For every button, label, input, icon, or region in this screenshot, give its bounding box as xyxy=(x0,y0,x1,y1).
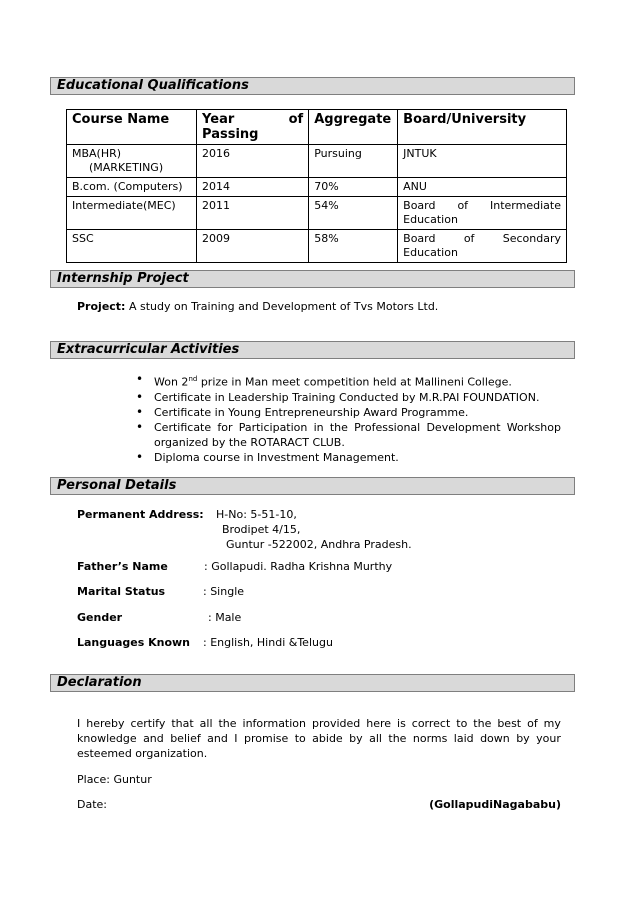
course-cell xyxy=(67,145,197,178)
declaration-word: norms xyxy=(412,732,448,745)
declaration-word: best xyxy=(497,717,522,730)
project-label: Project: xyxy=(77,300,126,313)
marital-value: : Single xyxy=(203,585,245,598)
course-cell: Intermediate(MEC) xyxy=(67,197,197,230)
year-header-word1: Year xyxy=(202,112,235,127)
project-text: A study on Training and Development of Tvs Motors Ltd. xyxy=(125,300,439,313)
column-header-year xyxy=(197,110,309,145)
aggregate-cell: 58% xyxy=(309,230,398,263)
column-header-board: Board/University xyxy=(398,110,567,145)
activity-line2: organized by the ROTARACT CLUB. xyxy=(154,435,345,449)
course-cell: B.com. (Computers) xyxy=(67,178,197,197)
declaration-word: to xyxy=(294,732,306,745)
list-item: • Certificate in Leadership Training Conducted by M.R.PAI FOUNDATION. xyxy=(136,390,561,405)
father-label: Father’s Name xyxy=(77,560,168,573)
course-cell: SSC xyxy=(67,230,197,263)
declaration-word: knowledge xyxy=(77,732,137,745)
aggregate-cell: Pursuing xyxy=(309,145,398,178)
declaration-line1 xyxy=(77,716,561,731)
declaration-word: provided xyxy=(311,717,361,730)
declaration-word: the xyxy=(388,732,407,745)
declaration-word: I xyxy=(77,717,81,730)
table-row xyxy=(67,145,567,178)
declaration-word: by xyxy=(516,732,530,745)
table-row xyxy=(67,197,567,230)
year-cell: 2011 xyxy=(197,197,309,230)
declaration-word: that xyxy=(171,717,194,730)
course-name-line2: (MARKETING) xyxy=(89,161,164,174)
board-word: of xyxy=(457,199,469,212)
declaration-word: here xyxy=(366,717,392,730)
table-row xyxy=(67,230,567,263)
declaration-word: by xyxy=(349,732,363,745)
board-word: Intermediate xyxy=(490,199,561,212)
declaration-word: down xyxy=(480,732,510,745)
board-cell: JNTUK xyxy=(398,145,567,178)
board-word: Board xyxy=(403,199,436,212)
declaration-word: certify xyxy=(130,717,166,730)
father-value: : Gollapudi. Radha Krishna Murthy xyxy=(204,560,393,573)
activity-text: prize in Man meet competition held at Mallineni College. xyxy=(197,375,512,389)
address-line2: Brodipet 4/15, xyxy=(222,523,301,536)
date-label: Date: xyxy=(77,798,107,811)
board-word: Board xyxy=(403,232,436,245)
list-item: • Certificate in Young Entrepreneurship Award Programme. xyxy=(136,405,561,420)
board-line2: Education xyxy=(403,213,458,226)
aggregate-cell: 54% xyxy=(309,197,398,230)
declaration-word: laid xyxy=(453,732,474,745)
section-header-declaration: Declaration xyxy=(50,674,575,692)
declaration-word: all xyxy=(199,717,213,730)
address-label: Permanent Address: xyxy=(77,508,204,521)
declaration-word: is xyxy=(397,717,406,730)
signature-name: (GollapudiNagababu) xyxy=(429,798,561,811)
declaration-word: the xyxy=(218,717,237,730)
declaration-text xyxy=(77,716,561,761)
course-name-line1: MBA(HR) xyxy=(72,147,122,160)
year-cell: 2009 xyxy=(197,230,309,263)
declaration-word: to xyxy=(456,717,468,730)
board-cell xyxy=(398,230,567,263)
year-header-word2: of xyxy=(288,112,304,127)
table-row xyxy=(67,178,567,197)
year-header-line2: Passing xyxy=(202,127,259,142)
declaration-word: and xyxy=(143,732,164,745)
declaration-line3: esteemed organization. xyxy=(77,747,208,760)
board-cell xyxy=(398,197,567,230)
activities-list xyxy=(136,372,561,465)
year-cell: 2016 xyxy=(197,145,309,178)
section-header-personal: Personal Details xyxy=(50,477,575,495)
list-item: • Diploma course in Investment Management. xyxy=(136,450,561,465)
marital-label: Marital Status xyxy=(77,585,166,598)
board-word: of xyxy=(463,232,475,245)
gender-label: Gender xyxy=(77,611,123,624)
column-header-aggregate: Aggregate xyxy=(309,110,398,145)
activity-line1: • Certificate for Participation in the Professional Development Workshop xyxy=(154,420,561,434)
activity-superscript: nd xyxy=(188,375,198,383)
declaration-word: the xyxy=(473,717,492,730)
declaration-line2 xyxy=(77,731,561,746)
address-line1: H-No: 5-51-10, xyxy=(216,508,297,521)
declaration-word: hereby xyxy=(86,717,125,730)
declaration-word: belief xyxy=(170,732,201,745)
board-word: Secondary xyxy=(502,232,561,245)
declaration-word: of xyxy=(527,717,538,730)
section-header-extracurricular: Extracurricular Activities xyxy=(50,341,575,359)
gender-value: : Male xyxy=(208,611,242,624)
year-cell: 2014 xyxy=(197,178,309,197)
declaration-word: information xyxy=(242,717,307,730)
declaration-word: your xyxy=(536,732,561,745)
section-header-education: Educational Qualifications xyxy=(50,77,575,95)
education-table xyxy=(66,109,567,263)
languages-value: : English, Hindi &Telugu xyxy=(203,636,333,649)
declaration-word: abide xyxy=(312,732,343,745)
place: Place: Guntur xyxy=(77,773,152,786)
declaration-word: I xyxy=(234,732,238,745)
list-item xyxy=(136,420,561,450)
section-header-internship: Internship Project xyxy=(50,270,575,288)
activity-text: Won 2 xyxy=(154,375,189,389)
board-line2: Education xyxy=(403,246,458,259)
internship-project xyxy=(77,299,438,314)
languages-label: Languages Known xyxy=(77,636,191,649)
list-item xyxy=(136,372,561,390)
column-header-course: Course Name xyxy=(67,110,197,145)
table-header-row xyxy=(67,110,567,145)
declaration-word: correct xyxy=(411,717,451,730)
board-cell: ANU xyxy=(398,178,567,197)
declaration-word: all xyxy=(369,732,382,745)
declaration-word: promise xyxy=(243,732,289,745)
aggregate-cell: 70% xyxy=(309,178,398,197)
declaration-word: my xyxy=(543,717,561,730)
declaration-word: and xyxy=(207,732,228,745)
address-line3: Guntur -522002, Andhra Pradesh. xyxy=(226,538,412,551)
